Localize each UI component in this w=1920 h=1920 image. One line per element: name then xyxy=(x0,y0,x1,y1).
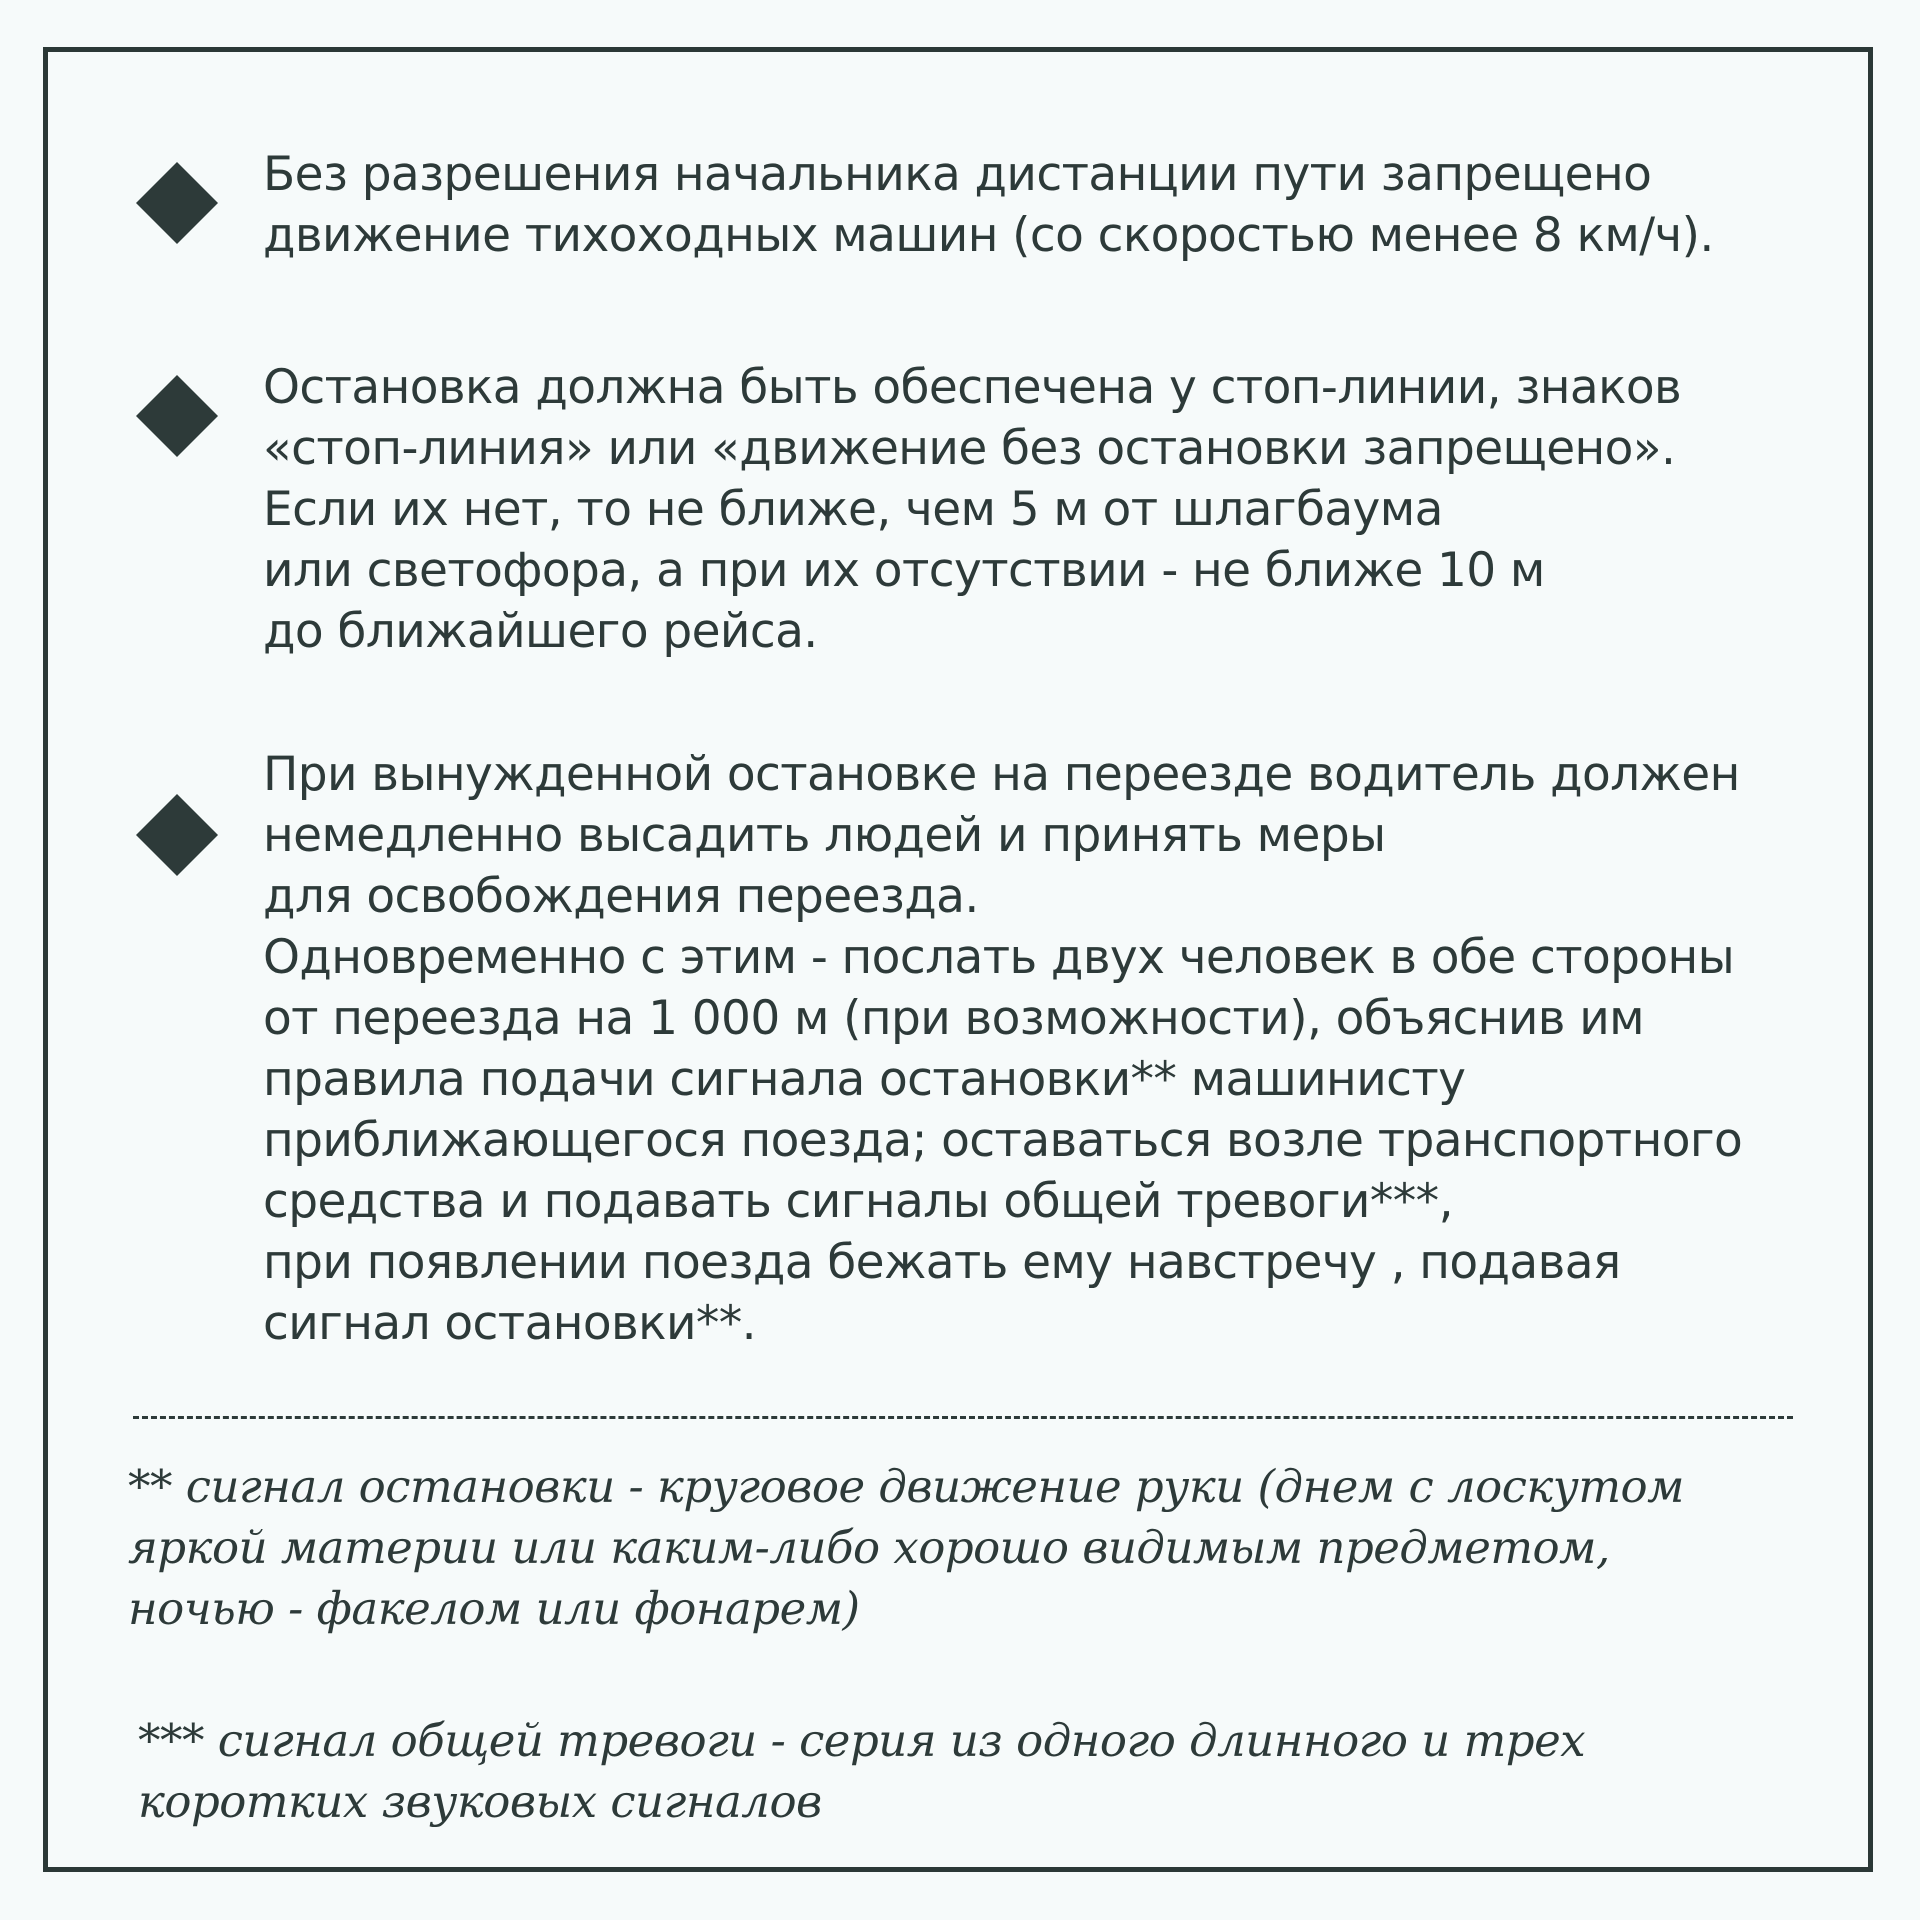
bullet-text-2 xyxy=(263,357,1823,662)
footnote-line: коротких звуковых сигналов xyxy=(138,1775,822,1828)
text-line: Если их нет, то не ближе, чем 5 м от шлагбаума xyxy=(263,482,1443,537)
bullet-item-1 xyxy=(263,144,1823,266)
text-line: Остановка должна быть обеспечена у стоп-линии, знаков xyxy=(263,360,1682,415)
text-line: или светофора, а при их отсутствии - не ближе 10 м xyxy=(263,543,1545,598)
text-line: Одновременно с этим - послать двух человек в обе стороны xyxy=(263,930,1735,985)
text-line: При вынужденной остановке на переезде водитель должен xyxy=(263,747,1740,802)
text-line: Без разрешения начальника дистанции пути запрещено xyxy=(263,147,1652,202)
text-line: «стоп-линия» или «движение без остановки запрещено». xyxy=(263,421,1676,476)
bullet-item-3 xyxy=(263,744,1823,1354)
footnote-line: яркой материи или каким-либо хорошо видимым предметом, xyxy=(128,1521,1610,1574)
text-line: до ближайшего рейса. xyxy=(263,604,818,659)
footnote-alarm-signal xyxy=(138,1710,1585,1832)
text-line: сигнал остановки**. xyxy=(263,1296,757,1351)
dashed-divider xyxy=(133,1416,1793,1419)
text-line: движение тихоходных машин (со скоростью менее 8 км/ч). xyxy=(263,208,1714,263)
text-line: средства и подавать сигналы общей тревоги***, xyxy=(263,1174,1453,1229)
footnote-line: *** сигнал общей тревоги - серия из одного длинного и трех xyxy=(138,1714,1586,1767)
text-line: правила подачи сигнала остановки** машинисту xyxy=(263,1052,1466,1107)
text-line: от переезда на 1 000 м (при возможности), объяснив им xyxy=(263,991,1645,1046)
bullet-text-1 xyxy=(263,144,1823,266)
bullet-text-3 xyxy=(263,744,1823,1354)
footnote-line: ** сигнал остановки - круговое движение руки (днем с лоскутом xyxy=(128,1460,1684,1513)
bullet-item-2 xyxy=(263,357,1823,662)
text-line: немедленно высадить людей и принять меры xyxy=(263,808,1386,863)
text-line: для освобождения переезда. xyxy=(263,869,979,924)
footnote-stop-signal xyxy=(128,1456,1684,1639)
text-line: приближающегося поезда; оставаться возле транспортного xyxy=(263,1113,1743,1168)
footnote-line: ночью - факелом или фонарем) xyxy=(128,1582,860,1635)
text-line: при появлении поезда бежать ему навстречу , подавая xyxy=(263,1235,1621,1290)
